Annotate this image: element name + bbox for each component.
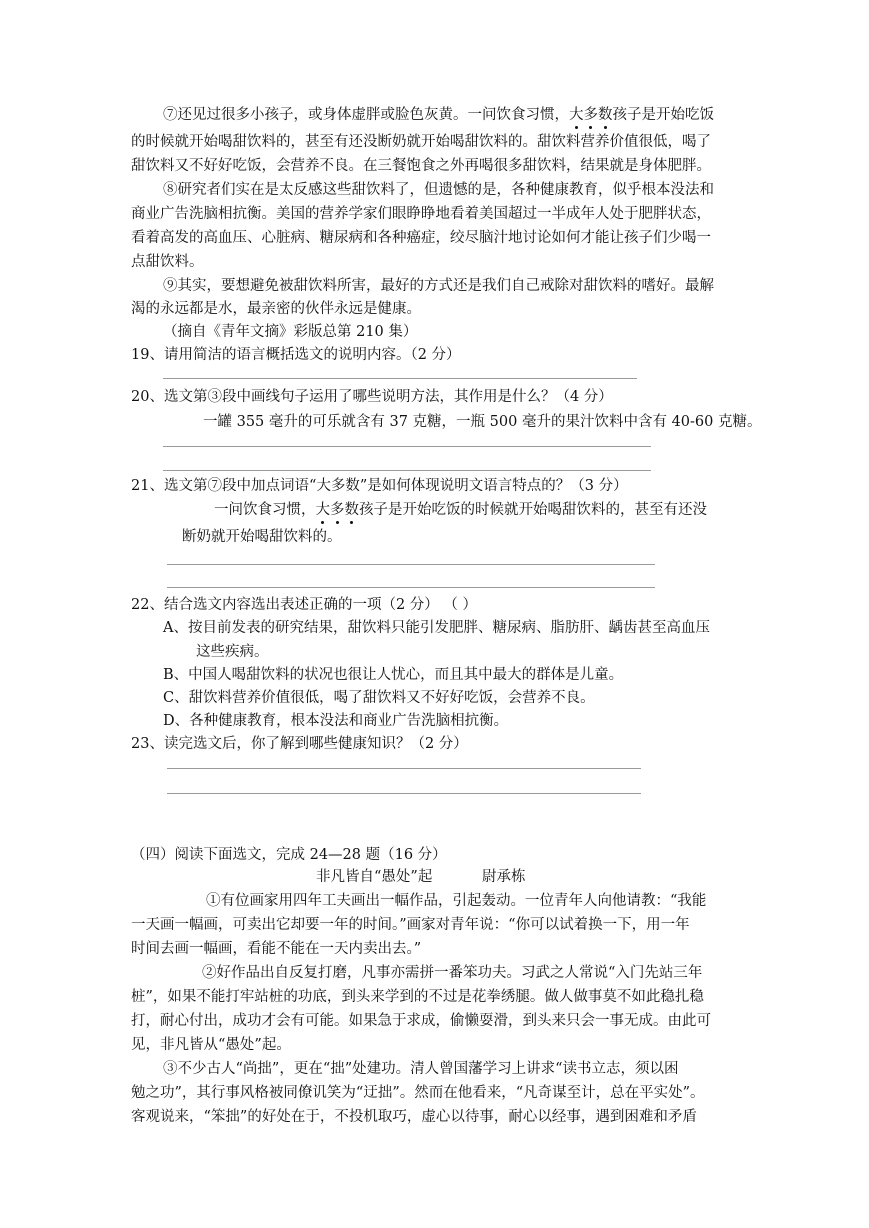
question-20-quote: 一罐 355 毫升的可乐就含有 37 克糖，一瓶 500 毫升的果汁饮料中含有 40-60 克糖。	[203, 414, 762, 430]
question-21-quote-line-2: 断奶就开始喝甜饮料的。	[182, 529, 342, 545]
emphasis-dot-char: 大	[569, 107, 584, 123]
p4-paragraph-3-line-3: 客观说来，“笨拙”的好处在于，不投机取巧，虚心以待事，耐心以经事，遇到困难和矛盾	[131, 1109, 697, 1125]
p4-paragraph-1-line-2: 一天画一幅画，可卖出它却要一年的时间。”画家对青年说：“你可以试着换一下，用一年	[131, 917, 690, 933]
emphasis-dot-char: 大	[315, 502, 330, 518]
option-b: B、中国人喝甜饮料的状况也很让人忧心，而且其中最大的群体是儿童。	[163, 667, 624, 683]
p4-paragraph-3-line-2: 勉之功”，其行事风格被同僚讥笑为“迂拙”。然而在他看来，“凡奇谋至计，总在平实处”。	[131, 1085, 705, 1101]
answer-line	[163, 470, 651, 471]
p4-paragraph-2-line-3: 打，耐心付出，成功才会有可能。如果急于求成，偷懒耍滑，到头来只会一事无成。由此可	[131, 1013, 711, 1029]
answer-line	[167, 768, 641, 769]
paragraph-7-line-3: 甜饮料又不好好吃饭，会营养不良。在三餐饱食之外再喝很多甜饮料，结果就是身体肥胖。	[131, 158, 711, 174]
answer-line	[163, 446, 651, 447]
p4-paragraph-2-line-1: ②好作品出自反复打磨，凡事亦需拼一番笨功夫。习武之人常说“入门先站三年	[202, 965, 703, 981]
text-span: 孩子是开始吃饭的时候就开始喝甜饮料的，甚至有还没	[359, 502, 707, 518]
option-c: C、甜饮料营养价值很低，喝了甜饮料又不好好吃饭，会营养不良。	[163, 690, 595, 706]
p4-paragraph-3-line-1: ③不少古人“尚拙”，更在“拙”处建功。清人曾国藩学习上讲求“读书立志，须以困	[163, 1061, 679, 1077]
p4-paragraph-1-line-1: ①有位画家用四年工夫画出一幅作品，引起轰动。一位青年人向他请教：“我能	[206, 893, 707, 909]
paragraph-7-line-2: 的时候就开始喝甜饮料的，甚至有还没断奶就开始喝甜饮料的。甜饮料营养价值很低，喝了	[131, 134, 711, 150]
paragraph-8-line-3: 看着高发的高血压、心脏病、糖尿病和各种癌症，绞尽脑汁地讨论如何才能让孩子们少喝一	[131, 230, 711, 246]
question-21: 21、选文第⑦段中加点词语“大多数”是如何体现说明文语言特点的？（3 分）	[131, 478, 628, 494]
text-span: 孩子是开始吃饭	[612, 107, 714, 123]
paragraph-7-line-1	[163, 105, 714, 125]
option-a-line-2: 这些疾病。	[196, 644, 269, 660]
question-21-quote-line-1	[214, 500, 707, 520]
article-author: 尉承栋	[482, 869, 526, 885]
text-span: ⑦还见过很多小孩子，或身体虚胖或脸色灰黄。一问饮食习惯，	[163, 107, 569, 123]
paragraph-8-line-2: 商业广告洗脑相抗衡。美国的营养学家们眼睁睁地看着美国超过一半成年人处于肥胖状态，	[131, 206, 711, 222]
emphasis-dot-char: 数	[344, 502, 359, 518]
option-a-line-1: A、按目前发表的研究结果，甜饮料只能引发肥胖、糖尿病、脂肪肝、龋齿甚至高血压	[163, 620, 710, 636]
paragraph-9-line-2: 渴的永远都是水，最亲密的伙伴永远是健康。	[131, 301, 421, 317]
source-citation: （摘自《青年文摘》彩版总第 210 集）	[163, 324, 418, 340]
question-22: 22、结合选文内容选出表述正确的一项（2 分） （ ）	[131, 597, 478, 613]
paragraph-8-line-1: ⑧研究者们实在是太反感这些甜饮料了，但遗憾的是，各种健康教育，似乎根本没法和	[163, 182, 714, 198]
answer-line	[167, 587, 655, 588]
emphasis-dot-char: 数	[598, 107, 613, 123]
emphasis-dot-char: 多	[583, 107, 598, 123]
answer-line	[163, 378, 637, 379]
paragraph-9-line-1: ⑨其实，要想避免被甜饮料所害，最好的方式还是我们自己戒除对甜饮料的嗜好。最解	[163, 278, 714, 294]
p4-paragraph-2-line-2: 桩”，如果不能打牢站桩的功底，到头来学到的不过是花拳绣腿。做人做事莫不如此稳扎稳	[131, 989, 704, 1005]
article-title: 非凡皆自“愚处”起	[316, 869, 433, 885]
answer-line	[167, 793, 641, 794]
p4-paragraph-1-line-3: 时间去画一幅画，看能不能在一天内卖出去。”	[131, 941, 422, 957]
paragraph-8-line-4: 点甜饮料。	[131, 254, 204, 270]
p4-paragraph-2-line-4: 见，非凡皆从“愚处”起。	[131, 1037, 291, 1053]
option-d: D、各种健康教育，根本没法和商业广告洗脑相抗衡。	[163, 713, 509, 729]
section-heading: （四）阅读下面选文，完成 24—28 题（16 分）	[131, 847, 447, 863]
question-20: 20、选文第③段中画线句子运用了哪些说明方法，其作用是什么？（4 分）	[131, 389, 613, 405]
question-23: 23、读完选文后，你了解到哪些健康知识？（2 分）	[131, 736, 468, 752]
question-19: 19、请用简洁的语言概括选文的说明内容。（2 分）	[131, 347, 461, 363]
emphasis-dot-char: 多	[330, 502, 345, 518]
answer-line	[167, 564, 655, 565]
text-span: 一问饮食习惯，	[214, 502, 316, 518]
